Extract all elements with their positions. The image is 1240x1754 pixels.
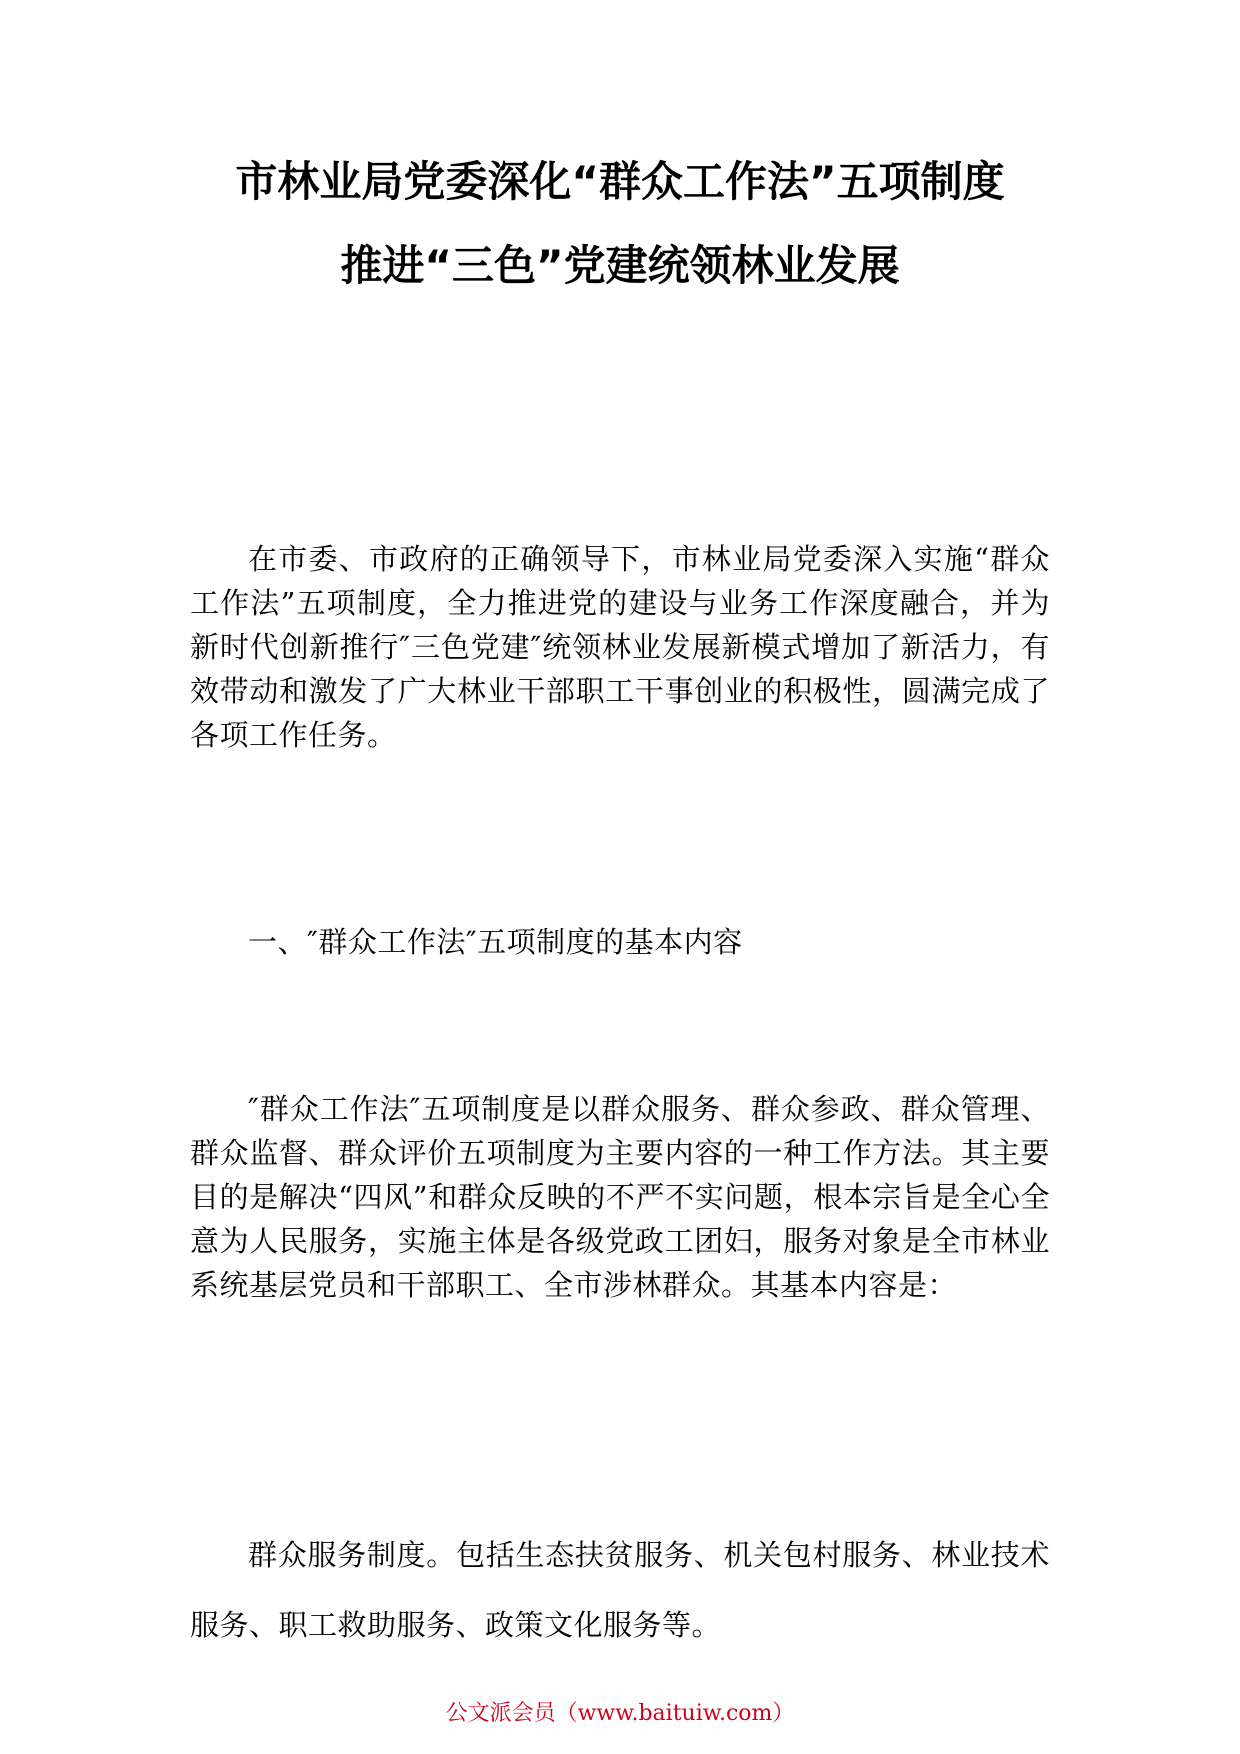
intro-paragraph: 在市委、市政府的正确领导下，市林业局党委深入实施“群众工作法”五项制度，全力推进党的建设与业务工作深度融合，并为新时代创新推行″三色党建″统领林业发展新模式增加了新活力，有效带动和激发了广大林业干部职工干事创业的积极性，圆满完成了各项工作任务。	[190, 542, 1050, 752]
document-title-line-1: 市林业局党委深化“群众工作法”五项制度	[235, 157, 1005, 206]
body-paragraph: ″群众工作法″五项制度是以群众服务、群众参政、群众管理、群众监督、群众评价五项制度为主要内容的一种工作方法。其主要目的是解决“四风”和群众反映的不严不实问题，根本宗旨是全心全意为人民服务，实施主体是各级党政工团妇，服务对象是全市林业系统基层党员和干部职工、全市涉林群众。其基本内容是：	[190, 1092, 1050, 1302]
section-heading: 一、″群众工作法″五项制度的基本内容	[248, 925, 743, 959]
footer-watermark: 公文派会员（www.baituiw.com）	[445, 1701, 795, 1726]
service-paragraph: 群众服务制度。包括生态扶贫服务、机关包村服务、林业技术服务、职工救助服务、政策文化服务等。	[190, 1538, 1050, 1642]
document-title-line-2: 推进“三色”党建统领林业发展	[340, 241, 900, 290]
